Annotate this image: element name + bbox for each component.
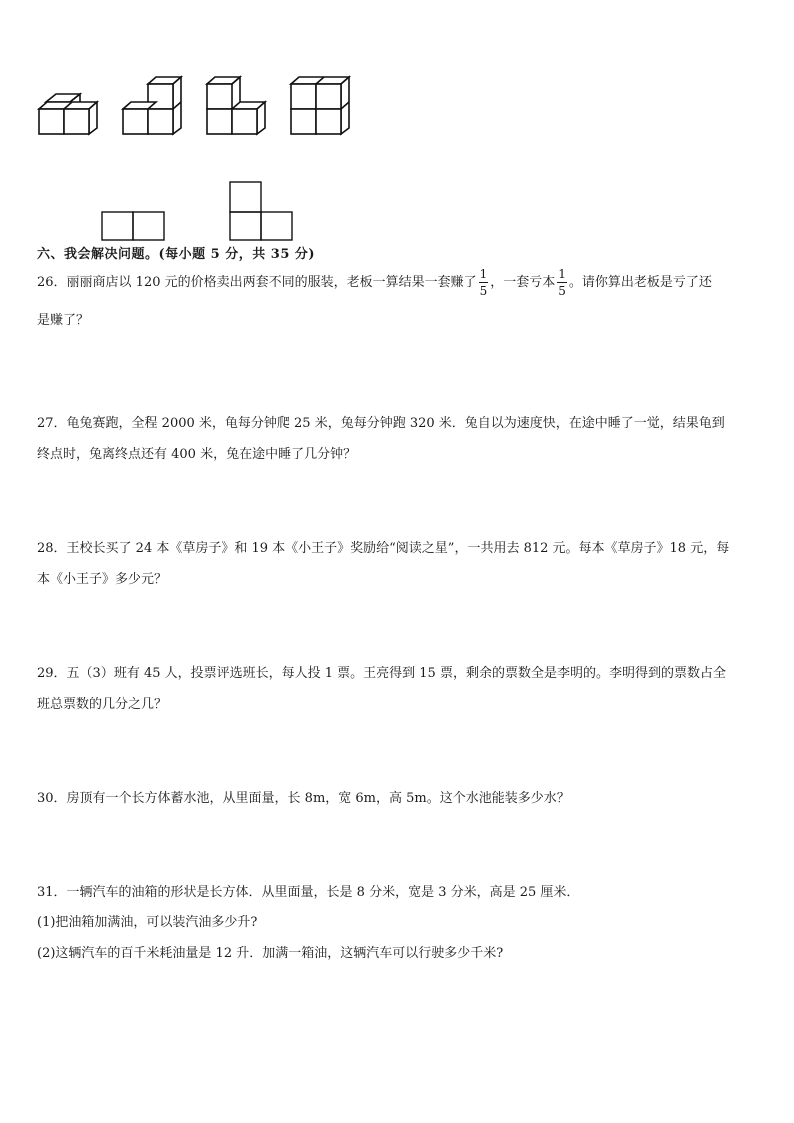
question-27: 27．龟兔赛跑，全程 2000 米，龟每分钟爬 25 米，兔每分钟跑 320 米．兔自以为速度快，在途中睡了一觉，结果龟到 [37, 416, 725, 431]
cube-figure-3 [207, 77, 265, 134]
cube-figure-1 [39, 94, 97, 134]
question-27-line-2: 终点时，兔离终点还有 400 米，兔在途中睡了几分钟？ [37, 447, 357, 462]
question-26-line-2: 是赚了？ [37, 313, 90, 328]
question-29-line-2: 班总票数的几分之几？ [37, 697, 168, 712]
view-drawing-2 [230, 182, 292, 240]
fraction: $\frac{1}{5}$ [479, 267, 488, 298]
view-drawing-1 [102, 212, 164, 240]
cube-figures [0, 0, 794, 260]
cube-figure-4 [291, 77, 349, 134]
cube-figure-2 [123, 77, 181, 134]
question-text: 26．丽丽商店以 120 元的价格卖出两套不同的服装，老板一算结果一套赚了 [37, 275, 477, 290]
question-text: ，一套亏本 [490, 275, 556, 290]
question-29: 29．五（3）班有 45 人，投票评选班长，每人投 1 票。王亮得到 15 票，剩余的票数全是李明的。李明得到的票数占全 [37, 666, 726, 681]
question-31-part-2: (2)这辆汽车的百千米耗油量是 12 升．加满一箱油，这辆汽车可以行驶多少千米? [37, 946, 504, 961]
question-28: 28．王校长买了 24 本《草房子》和 19 本《小王子》奖励给“阅读之星”，一共用去 812 元。每本《草房子》18 元，每 [37, 541, 730, 556]
question-30: 30．房顶有一个长方体蓄水池，从里面量，长 8m，宽 6m，高 5m。这个水池能装多少水？ [37, 791, 570, 806]
question-31-part-1: (1)把油箱加满油，可以装汽油多少升? [37, 915, 258, 930]
question-28-line-2: 本《小王子》多少元？ [37, 572, 168, 587]
fraction: $\frac{1}{5}$ [558, 267, 566, 298]
question-text: 。请你算出老板是亏了还 [568, 275, 712, 290]
question-31: 31．一辆汽车的油箱的形状是长方体．从里面量，长是 8 分米，宽是 3 分米，高是 25 厘米． [37, 885, 580, 900]
section-title: 六、我会解决问题。(每小题 5 分，共 35 分) [37, 247, 316, 262]
question-26 [37, 268, 712, 297]
